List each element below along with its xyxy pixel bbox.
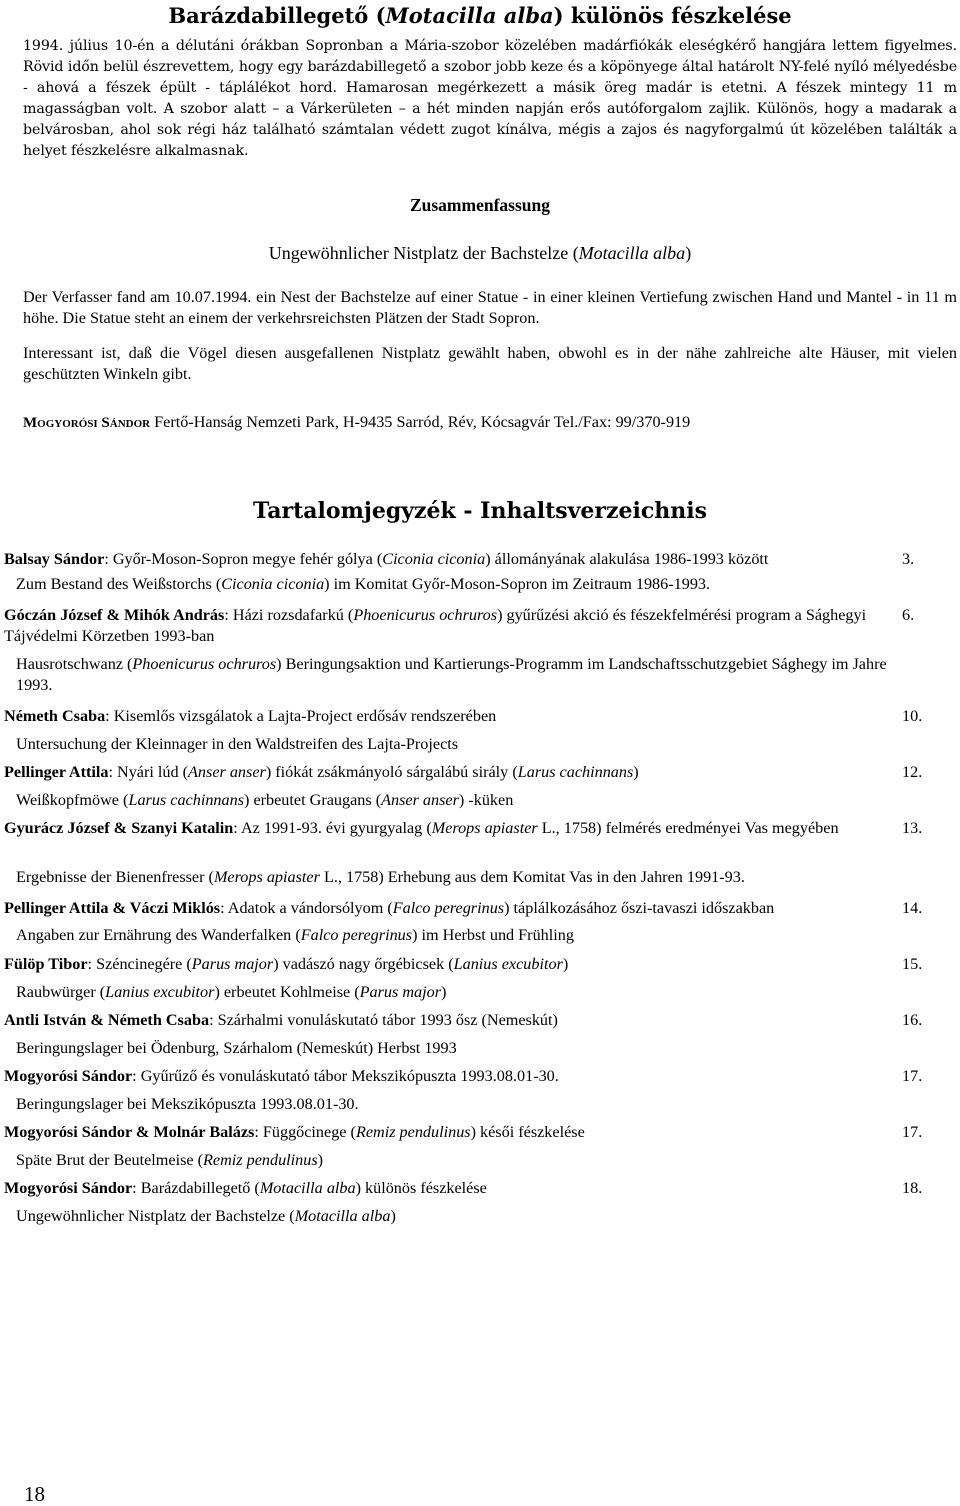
toc-german-title: Zum Bestand des Weißstorchs (Ciconia ciconia) im Komitat Győr-Moson-Sopron im Zeitraum 1986-1993.: [16, 575, 711, 593]
title-text: Barázdabillegető (: [168, 3, 386, 28]
toc-author: Gyurácz József & Szanyi Katalin: [4, 819, 234, 837]
summary-heading: Zusammenfassung: [409, 195, 551, 215]
toc-title: Tartalomjegyzék - Inhaltsverzeichnis: [253, 498, 707, 524]
toc-author: Fülöp Tibor: [4, 955, 88, 973]
toc-page-number: 13.: [902, 819, 923, 837]
article-title: [0, 2, 960, 30]
toc-hungarian-title: Góczán József & Mihók András: Házi rozsdafarkú (Phoenicurus ochruros) gyűrűzési akció és fészekfelmérési program a Sághegyi Tájvédelmi Körzetben 1993-ban: [4, 606, 867, 645]
toc-page-number: 12.: [902, 763, 923, 781]
author-address: Fertő-Hanság Nemzeti Park, H-9435 Sarród, Rév, Kócsagvár Tel./Fax: 99/370-919: [150, 413, 691, 431]
title-latin: Motacilla alba: [385, 3, 554, 28]
author-name: Mogyorósi Sándor: [23, 415, 151, 431]
toc-page-number: 6.: [902, 606, 915, 624]
toc-hungarian-title: Németh Csaba: Kisemlős vizsgálatok a Lajta-Project erdősáv rendszerében: [4, 707, 497, 725]
subtitle-latin: Motacilla alba: [578, 243, 686, 263]
toc-german-title: Raubwürger (Lanius excubitor) erbeutet Kohlmeise (Parus major): [16, 983, 447, 1001]
summary-subtitle: [0, 242, 960, 264]
toc-hungarian-title: Mogyorósi Sándor: Gyűrűző és vonuláskutató tábor Mekszikópuszta 1993.08.01-30.: [4, 1067, 559, 1085]
toc-page-number: 17.: [902, 1123, 923, 1141]
toc-author: Mogyorósi Sándor: [4, 1179, 133, 1197]
toc-hungarian-title: Pellinger Attila & Váczi Miklós: Adatok a vándorsólyom (Falco peregrinus) táplálkozásához őszi-tavaszi időszakban: [4, 899, 775, 917]
hungarian-paragraph: 1994. július 10-én a délutáni órákban Sopronban a Mária-szobor közelében madárfiókák eleségkérő hangjára lettem figyelmes. Rövid időn belül észrevettem, hogy egy barázdabillegető a szobor jobb keze és a köpönyege által határolt NY-felé nyíló mélyedésbe - ahová a fészek épült - táplálékot hord. Hamarosan megérkezett a másik öreg madár is etetni. A fészek mintegy 11 m magasságban volt. A szobor alatt – a Várkerületen – a hét minden napján erős autóforgalom zajlik. Különös, hogy a madarak a belvárosban, ahol sok régi ház található számtalan védett zugot kínálva, mégis a zajos és nagyforgalmú út közelében találták a helyet fészkelésre alkalmasnak.: [23, 38, 957, 159]
toc-german-title: Beringungslager bei Mekszikópuszta 1993.08.01-30.: [16, 1095, 359, 1113]
toc-hungarian-title: Gyurácz József & Szanyi Katalin: Az 1991-93. évi gyurgyalag (Merops apiaster L., 1758) felmérés eredményei Vas megyében: [4, 819, 839, 837]
toc-hungarian-title: Fülöp Tibor: Széncinegére (Parus major) vadászó nagy őrgébicsek (Lanius excubitor): [4, 955, 569, 973]
toc-hungarian-title: Mogyorósi Sándor & Molnár Balázs: Függőcinege (Remiz pendulinus) késői fészkelése: [4, 1123, 585, 1141]
toc-author: Mogyorósi Sándor: [4, 1067, 133, 1085]
author-affiliation: [23, 412, 957, 434]
toc-author: Németh Csaba: [4, 707, 106, 725]
toc-page-number: 15.: [902, 955, 923, 973]
toc-page-number: 18.: [902, 1179, 923, 1197]
toc-german-title: Angaben zur Ernährung des Wanderfalken (Falco peregrinus) im Herbst und Frühling: [16, 926, 574, 944]
toc-hungarian-title: Pellinger Attila: Nyári lúd (Anser anser) fiókát zsákmányoló sárgalábú sirály (Larus cachinnans): [4, 763, 639, 781]
subtitle-text-end: ): [685, 243, 692, 263]
toc-author: Pellinger Attila: [4, 763, 109, 781]
toc-hungarian-title: Antli István & Németh Csaba: Szárhalmi vonuláskutató tábor 1993 ősz (Nemeskút): [4, 1011, 558, 1029]
summary-paragraph-1: Der Verfasser fand am 10.07.1994. ein Nest der Bachstelze auf einer Statue - in einer kleinen Vertiefung zwischen Hand und Mantel - in 11 m höhe. Die Statue steht an einem der verkehrsreichsten Plätzen der Stadt Sopron.: [23, 288, 957, 327]
toc-hungarian-title: Balsay Sándor: Győr-Moson-Sopron megye fehér gólya (Ciconia ciconia) állományának alakulása 1986-1993 között: [4, 550, 769, 568]
toc-author: Pellinger Attila & Váczi Miklós: [4, 899, 221, 917]
toc-page-number: 17.: [902, 1067, 923, 1085]
toc-german-title: Späte Brut der Beutelmeise (Remiz pendulinus): [16, 1151, 324, 1169]
summary-paragraph-2: Interessant ist, daß die Vögel diesen ausgefallenen Nistplatz gewählt haben, obwohl es in der nähe zahlreiche alte Häuser, mit vielen geschützten Winkeln gibt.: [23, 344, 957, 383]
toc-german-title: Ergebnisse der Bienenfresser (Merops apiaster L., 1758) Erhebung aus dem Komitat Vas in den Jahren 1991-93.: [16, 868, 745, 886]
toc-page-number: 16.: [902, 1011, 923, 1029]
toc-author: Mogyorósi Sándor & Molnár Balázs: [4, 1123, 255, 1141]
toc-german-title: Weißkopfmöwe (Larus cachinnans) erbeutet Graugans (Anser anser) -küken: [16, 791, 514, 809]
toc-german-title: Hausrotschwanz (Phoenicurus ochruros) Beringungsaktion und Kartierungs-Programm im Landschaftsschutzgebiet Sághegy im Jahre 1993.: [16, 655, 887, 694]
title-text-end: ) különös fészkelése: [553, 3, 792, 28]
toc-german-title: Untersuchung der Kleinnager in den Waldstreifen des Lajta-Projects: [16, 735, 459, 753]
toc-page-number: 14.: [902, 899, 923, 917]
toc-author: Balsay Sándor: [4, 550, 105, 568]
toc-author: Antli István & Németh Csaba: [4, 1011, 210, 1029]
toc-german-title: Beringungslager bei Ödenburg, Szárhalom (Nemeskút) Herbst 1993: [16, 1039, 457, 1057]
toc-hungarian-title: Mogyorósi Sándor: Barázdabillegető (Motacilla alba) különös fészkelése: [4, 1179, 487, 1197]
page-number: 18: [24, 1482, 45, 1506]
subtitle-text: Ungewöhnlicher Nistplatz der Bachstelze (: [268, 243, 579, 263]
toc-page-number: 10.: [902, 707, 923, 725]
toc-author: Góczán József & Mihók András: [4, 606, 225, 624]
toc-page-number: 3.: [902, 550, 915, 568]
toc-german-title: Ungewöhnlicher Nistplatz der Bachstelze (Motacilla alba): [16, 1207, 396, 1225]
